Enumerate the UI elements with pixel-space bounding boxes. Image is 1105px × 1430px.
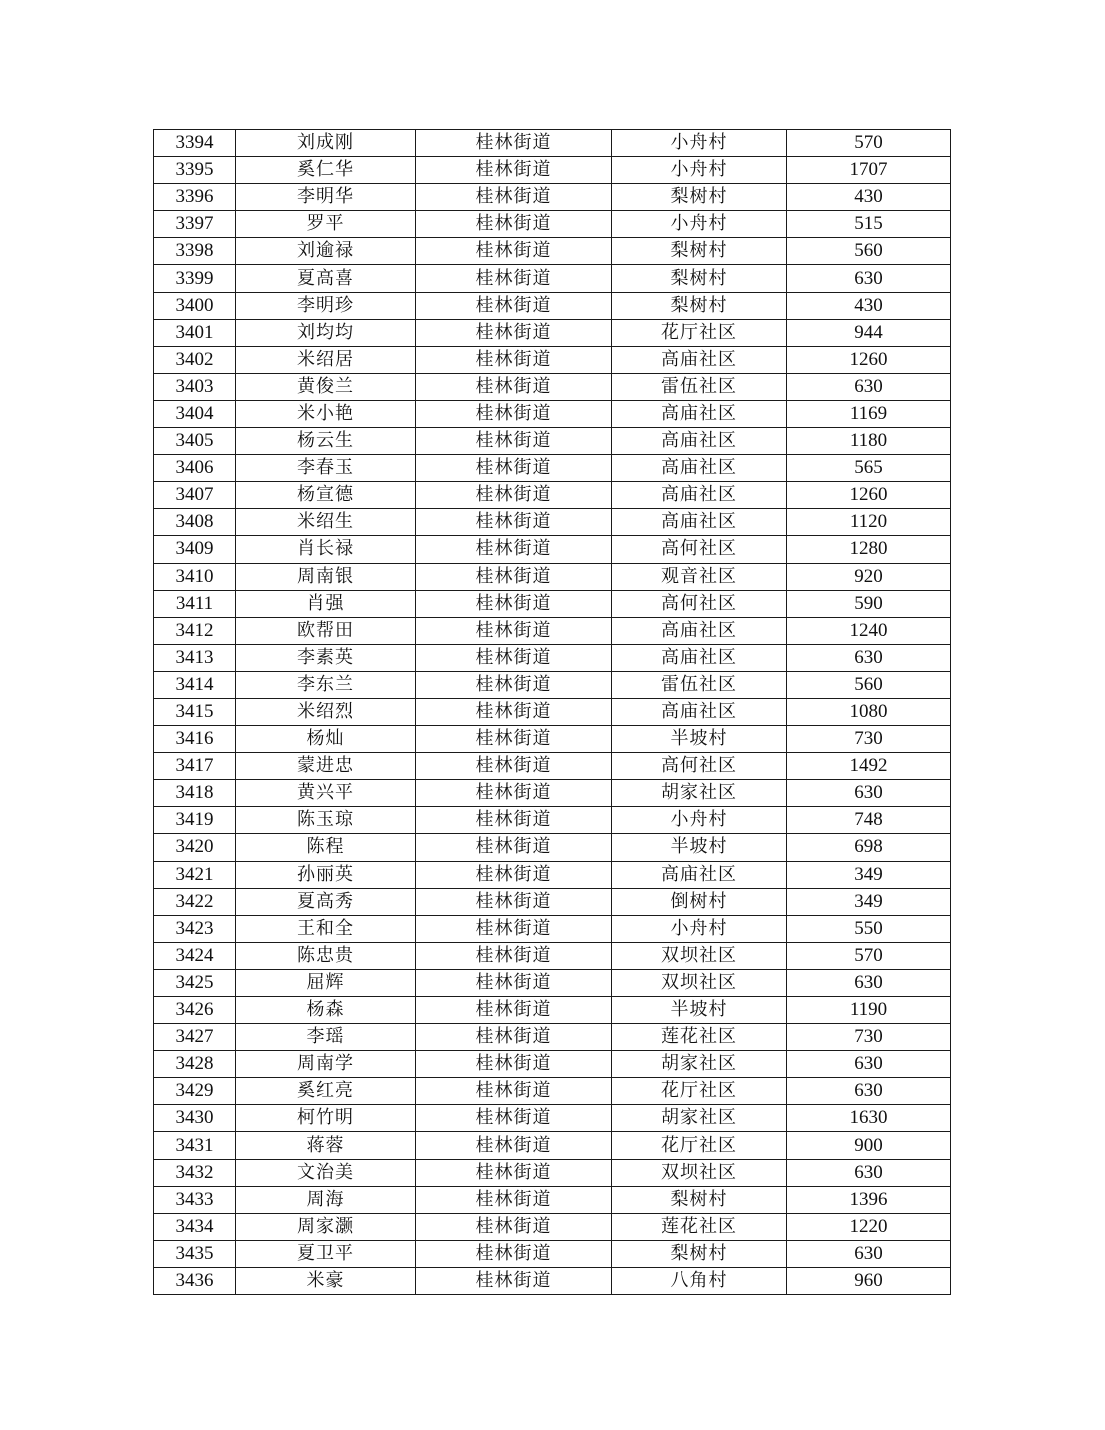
cell-street: 桂林街道 (416, 346, 612, 373)
cell-village: 双坝社区 (612, 969, 787, 996)
cell-village: 小舟村 (612, 807, 787, 834)
cell-village: 半坡村 (612, 834, 787, 861)
cell-amount: 349 (787, 861, 951, 888)
cell-village: 高何社区 (612, 536, 787, 563)
cell-amount: 748 (787, 807, 951, 834)
cell-street: 桂林街道 (416, 780, 612, 807)
cell-street: 桂林街道 (416, 942, 612, 969)
cell-street: 桂林街道 (416, 861, 612, 888)
cell-serial-number: 3424 (154, 942, 236, 969)
cell-person-name: 奚仁华 (236, 157, 416, 184)
cell-village: 高庙社区 (612, 346, 787, 373)
cell-amount: 1169 (787, 400, 951, 427)
cell-amount: 1707 (787, 157, 951, 184)
table-row (154, 1159, 951, 1186)
cell-person-name: 陈忠贵 (236, 942, 416, 969)
cell-street: 桂林街道 (416, 157, 612, 184)
table-row (154, 428, 951, 455)
cell-person-name: 刘均均 (236, 319, 416, 346)
cell-street: 桂林街道 (416, 184, 612, 211)
cell-street: 桂林街道 (416, 888, 612, 915)
cell-serial-number: 3398 (154, 238, 236, 265)
cell-amount: 565 (787, 455, 951, 482)
table-row (154, 238, 951, 265)
cell-village: 半坡村 (612, 997, 787, 1024)
table-row (154, 509, 951, 536)
cell-serial-number: 3401 (154, 319, 236, 346)
cell-street: 桂林街道 (416, 726, 612, 753)
cell-person-name: 李明华 (236, 184, 416, 211)
table-row (154, 292, 951, 319)
table-row (154, 1186, 951, 1213)
cell-amount: 560 (787, 671, 951, 698)
cell-person-name: 陈程 (236, 834, 416, 861)
cell-serial-number: 3408 (154, 509, 236, 536)
cell-serial-number: 3412 (154, 617, 236, 644)
cell-serial-number: 3409 (154, 536, 236, 563)
cell-serial-number: 3399 (154, 265, 236, 292)
cell-person-name: 肖长禄 (236, 536, 416, 563)
cell-village: 花厅社区 (612, 1078, 787, 1105)
cell-amount: 920 (787, 563, 951, 590)
cell-village: 莲花社区 (612, 1213, 787, 1240)
cell-person-name: 李瑶 (236, 1024, 416, 1051)
table-row (154, 211, 951, 238)
cell-person-name: 李明珍 (236, 292, 416, 319)
cell-village: 胡家社区 (612, 1051, 787, 1078)
cell-person-name: 周海 (236, 1186, 416, 1213)
cell-village: 八角村 (612, 1267, 787, 1294)
cell-serial-number: 3417 (154, 753, 236, 780)
cell-amount: 560 (787, 238, 951, 265)
table-row (154, 373, 951, 400)
cell-village: 高庙社区 (612, 861, 787, 888)
cell-amount: 570 (787, 130, 951, 157)
cell-amount: 1492 (787, 753, 951, 780)
cell-street: 桂林街道 (416, 1051, 612, 1078)
cell-serial-number: 3402 (154, 346, 236, 373)
cell-person-name: 文治美 (236, 1159, 416, 1186)
cell-serial-number: 3428 (154, 1051, 236, 1078)
cell-street: 桂林街道 (416, 969, 612, 996)
table-row (154, 184, 951, 211)
cell-village: 花厅社区 (612, 319, 787, 346)
cell-street: 桂林街道 (416, 1132, 612, 1159)
table-row (154, 1051, 951, 1078)
cell-person-name: 杨森 (236, 997, 416, 1024)
cell-serial-number: 3405 (154, 428, 236, 455)
cell-amount: 430 (787, 292, 951, 319)
table-row (154, 482, 951, 509)
cell-amount: 515 (787, 211, 951, 238)
table-row (154, 969, 951, 996)
table-row (154, 698, 951, 725)
cell-person-name: 米绍居 (236, 346, 416, 373)
cell-serial-number: 3423 (154, 915, 236, 942)
table-row (154, 536, 951, 563)
cell-serial-number: 3394 (154, 130, 236, 157)
cell-serial-number: 3400 (154, 292, 236, 319)
cell-amount: 1630 (787, 1105, 951, 1132)
cell-village: 梨树村 (612, 238, 787, 265)
cell-serial-number: 3432 (154, 1159, 236, 1186)
cell-amount: 730 (787, 726, 951, 753)
table-row (154, 644, 951, 671)
table-row (154, 942, 951, 969)
cell-village: 小舟村 (612, 915, 787, 942)
cell-serial-number: 3407 (154, 482, 236, 509)
table-row (154, 997, 951, 1024)
cell-amount: 430 (787, 184, 951, 211)
table-row (154, 726, 951, 753)
table-row (154, 346, 951, 373)
cell-person-name: 夏高喜 (236, 265, 416, 292)
cell-village: 雷伍社区 (612, 373, 787, 400)
cell-amount: 960 (787, 1267, 951, 1294)
cell-village: 莲花社区 (612, 1024, 787, 1051)
cell-person-name: 杨宣德 (236, 482, 416, 509)
table-row (154, 780, 951, 807)
cell-village: 观音社区 (612, 563, 787, 590)
cell-person-name: 黄兴平 (236, 780, 416, 807)
cell-person-name: 刘逾禄 (236, 238, 416, 265)
cell-person-name: 周南学 (236, 1051, 416, 1078)
cell-street: 桂林街道 (416, 1186, 612, 1213)
cell-amount: 698 (787, 834, 951, 861)
cell-street: 桂林街道 (416, 563, 612, 590)
cell-amount: 550 (787, 915, 951, 942)
cell-village: 高庙社区 (612, 698, 787, 725)
cell-person-name: 黄俊兰 (236, 373, 416, 400)
table-row (154, 455, 951, 482)
cell-amount: 1280 (787, 536, 951, 563)
cell-street: 桂林街道 (416, 292, 612, 319)
cell-serial-number: 3425 (154, 969, 236, 996)
cell-amount: 630 (787, 780, 951, 807)
cell-street: 桂林街道 (416, 211, 612, 238)
cell-amount: 630 (787, 265, 951, 292)
cell-street: 桂林街道 (416, 1024, 612, 1051)
cell-street: 桂林街道 (416, 1240, 612, 1267)
table-row (154, 671, 951, 698)
cell-village: 高庙社区 (612, 644, 787, 671)
cell-street: 桂林街道 (416, 915, 612, 942)
table-row (154, 888, 951, 915)
cell-street: 桂林街道 (416, 753, 612, 780)
cell-village: 高何社区 (612, 753, 787, 780)
cell-amount: 630 (787, 644, 951, 671)
cell-street: 桂林街道 (416, 238, 612, 265)
cell-amount: 1190 (787, 997, 951, 1024)
table-row (154, 1240, 951, 1267)
cell-amount: 1240 (787, 617, 951, 644)
cell-amount: 630 (787, 1078, 951, 1105)
cell-amount: 1120 (787, 509, 951, 536)
cell-serial-number: 3415 (154, 698, 236, 725)
table-row (154, 915, 951, 942)
cell-village: 小舟村 (612, 211, 787, 238)
cell-street: 桂林街道 (416, 1267, 612, 1294)
table-row (154, 861, 951, 888)
cell-village: 梨树村 (612, 184, 787, 211)
cell-street: 桂林街道 (416, 644, 612, 671)
cell-serial-number: 3414 (154, 671, 236, 698)
cell-amount: 1180 (787, 428, 951, 455)
cell-village: 半坡村 (612, 726, 787, 753)
cell-amount: 630 (787, 373, 951, 400)
cell-person-name: 奚红亮 (236, 1078, 416, 1105)
cell-person-name: 蒋蓉 (236, 1132, 416, 1159)
cell-person-name: 蒙进忠 (236, 753, 416, 780)
cell-village: 高庙社区 (612, 482, 787, 509)
cell-serial-number: 3410 (154, 563, 236, 590)
cell-street: 桂林街道 (416, 807, 612, 834)
cell-village: 梨树村 (612, 1186, 787, 1213)
cell-person-name: 周南银 (236, 563, 416, 590)
table-row (154, 1078, 951, 1105)
cell-serial-number: 3396 (154, 184, 236, 211)
table-row (154, 319, 951, 346)
cell-street: 桂林街道 (416, 130, 612, 157)
table-row (154, 157, 951, 184)
cell-serial-number: 3429 (154, 1078, 236, 1105)
cell-street: 桂林街道 (416, 1213, 612, 1240)
cell-person-name: 屈辉 (236, 969, 416, 996)
cell-street: 桂林街道 (416, 617, 612, 644)
table-row (154, 563, 951, 590)
cell-street: 桂林街道 (416, 1105, 612, 1132)
cell-village: 梨树村 (612, 292, 787, 319)
cell-street: 桂林街道 (416, 482, 612, 509)
cell-village: 倒树村 (612, 888, 787, 915)
cell-serial-number: 3418 (154, 780, 236, 807)
roster-table-body (154, 130, 951, 1295)
cell-serial-number: 3397 (154, 211, 236, 238)
cell-village: 高庙社区 (612, 617, 787, 644)
cell-amount: 630 (787, 1051, 951, 1078)
cell-village: 高何社区 (612, 590, 787, 617)
cell-person-name: 王和全 (236, 915, 416, 942)
cell-amount: 944 (787, 319, 951, 346)
cell-street: 桂林街道 (416, 698, 612, 725)
cell-street: 桂林街道 (416, 536, 612, 563)
cell-amount: 1220 (787, 1213, 951, 1240)
cell-person-name: 杨灿 (236, 726, 416, 753)
cell-serial-number: 3421 (154, 861, 236, 888)
cell-amount: 630 (787, 969, 951, 996)
table-row (154, 590, 951, 617)
cell-street: 桂林街道 (416, 400, 612, 427)
cell-person-name: 李素英 (236, 644, 416, 671)
table-row (154, 400, 951, 427)
cell-street: 桂林街道 (416, 455, 612, 482)
table-row (154, 1024, 951, 1051)
cell-person-name: 周家灏 (236, 1213, 416, 1240)
table-row (154, 834, 951, 861)
cell-village: 双坝社区 (612, 1159, 787, 1186)
cell-person-name: 李春玉 (236, 455, 416, 482)
cell-village: 梨树村 (612, 1240, 787, 1267)
cell-street: 桂林街道 (416, 834, 612, 861)
cell-amount: 630 (787, 1240, 951, 1267)
cell-person-name: 米豪 (236, 1267, 416, 1294)
cell-serial-number: 3435 (154, 1240, 236, 1267)
cell-person-name: 陈玉琼 (236, 807, 416, 834)
cell-serial-number: 3403 (154, 373, 236, 400)
cell-amount: 570 (787, 942, 951, 969)
cell-serial-number: 3419 (154, 807, 236, 834)
cell-serial-number: 3426 (154, 997, 236, 1024)
cell-serial-number: 3404 (154, 400, 236, 427)
cell-village: 雷伍社区 (612, 671, 787, 698)
cell-person-name: 孙丽英 (236, 861, 416, 888)
cell-village: 高庙社区 (612, 400, 787, 427)
cell-amount: 1396 (787, 1186, 951, 1213)
cell-village: 花厅社区 (612, 1132, 787, 1159)
table-row (154, 130, 951, 157)
table-row (154, 1132, 951, 1159)
cell-person-name: 杨云生 (236, 428, 416, 455)
cell-person-name: 夏卫平 (236, 1240, 416, 1267)
cell-village: 双坝社区 (612, 942, 787, 969)
cell-serial-number: 3427 (154, 1024, 236, 1051)
cell-person-name: 李东兰 (236, 671, 416, 698)
table-row (154, 265, 951, 292)
cell-person-name: 肖强 (236, 590, 416, 617)
cell-village: 高庙社区 (612, 509, 787, 536)
cell-person-name: 欧帮田 (236, 617, 416, 644)
cell-amount: 349 (787, 888, 951, 915)
cell-street: 桂林街道 (416, 590, 612, 617)
cell-serial-number: 3433 (154, 1186, 236, 1213)
cell-village: 小舟村 (612, 130, 787, 157)
cell-serial-number: 3434 (154, 1213, 236, 1240)
cell-amount: 900 (787, 1132, 951, 1159)
cell-person-name: 米小艳 (236, 400, 416, 427)
cell-serial-number: 3411 (154, 590, 236, 617)
cell-street: 桂林街道 (416, 265, 612, 292)
cell-village: 梨树村 (612, 265, 787, 292)
cell-amount: 630 (787, 1159, 951, 1186)
cell-person-name: 罗平 (236, 211, 416, 238)
roster-table (153, 129, 951, 1295)
cell-street: 桂林街道 (416, 1078, 612, 1105)
cell-serial-number: 3436 (154, 1267, 236, 1294)
cell-street: 桂林街道 (416, 1159, 612, 1186)
cell-street: 桂林街道 (416, 671, 612, 698)
cell-person-name: 夏高秀 (236, 888, 416, 915)
cell-village: 高庙社区 (612, 455, 787, 482)
cell-village: 胡家社区 (612, 780, 787, 807)
cell-person-name: 米绍生 (236, 509, 416, 536)
cell-serial-number: 3430 (154, 1105, 236, 1132)
cell-village: 高庙社区 (612, 428, 787, 455)
cell-serial-number: 3420 (154, 834, 236, 861)
cell-person-name: 柯竹明 (236, 1105, 416, 1132)
cell-serial-number: 3416 (154, 726, 236, 753)
table-row (154, 807, 951, 834)
cell-street: 桂林街道 (416, 428, 612, 455)
cell-person-name: 米绍烈 (236, 698, 416, 725)
cell-serial-number: 3406 (154, 455, 236, 482)
cell-amount: 590 (787, 590, 951, 617)
cell-village: 胡家社区 (612, 1105, 787, 1132)
cell-serial-number: 3431 (154, 1132, 236, 1159)
cell-serial-number: 3422 (154, 888, 236, 915)
cell-amount: 1080 (787, 698, 951, 725)
table-row (154, 617, 951, 644)
table-row (154, 1213, 951, 1240)
cell-street: 桂林街道 (416, 373, 612, 400)
cell-street: 桂林街道 (416, 509, 612, 536)
cell-person-name: 刘成刚 (236, 130, 416, 157)
cell-street: 桂林街道 (416, 319, 612, 346)
cell-amount: 1260 (787, 346, 951, 373)
table-row (154, 1267, 951, 1294)
cell-serial-number: 3395 (154, 157, 236, 184)
table-row (154, 1105, 951, 1132)
cell-serial-number: 3413 (154, 644, 236, 671)
table-row (154, 753, 951, 780)
cell-street: 桂林街道 (416, 997, 612, 1024)
cell-village: 小舟村 (612, 157, 787, 184)
cell-amount: 730 (787, 1024, 951, 1051)
cell-amount: 1260 (787, 482, 951, 509)
